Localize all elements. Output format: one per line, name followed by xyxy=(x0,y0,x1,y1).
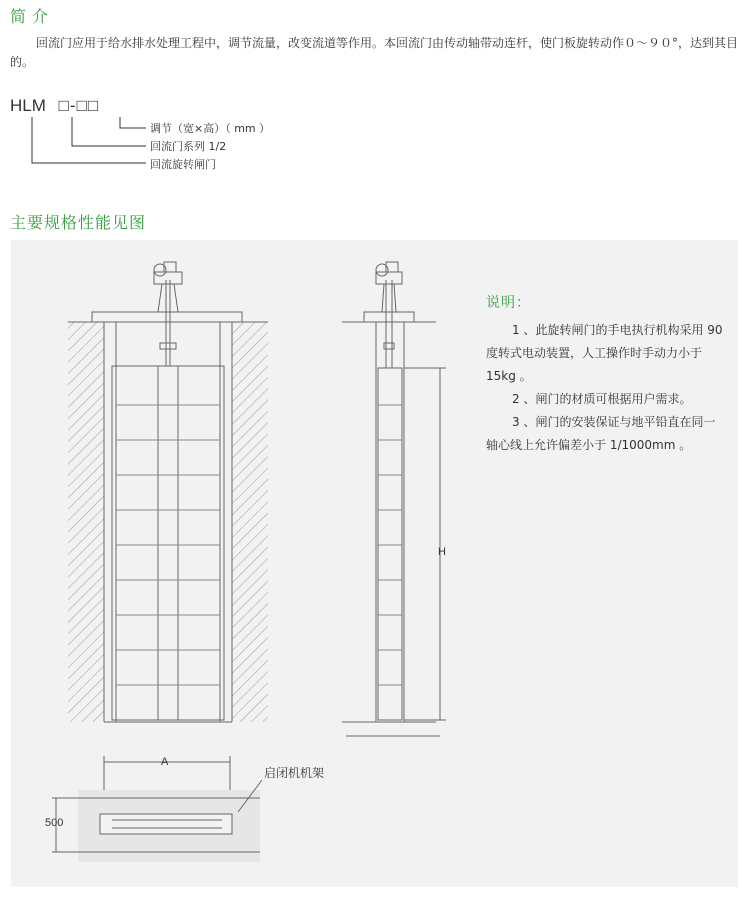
legend-type: 回流旋转闸门 xyxy=(150,158,216,171)
plan-view xyxy=(52,756,262,862)
note-3: 3 、闸门的安装保证与地平铅直在同一轴心线上允许偏差小于 1/1000mm 。 xyxy=(486,415,716,452)
notes-block xyxy=(486,292,726,457)
side-elevation xyxy=(342,262,446,736)
dimension-h: H xyxy=(438,546,446,558)
model-prefix: HLM xyxy=(10,96,46,115)
spec-title: 主要规格性能见图 xyxy=(10,213,147,232)
note-1: 1 、此旋转闸门的手电执行机构采用 90 度转式电动装置，人工操作时手动力小于 15kg 。 xyxy=(486,323,723,383)
note-2: 2 、闸门的材质可根据用户需求。 xyxy=(512,392,692,406)
intro-text: 回流门应用于给水排水处理工程中，调节流量，改变流道等作用。本回流门由传动轴带动连杆，使门板旋转动作０～９０°，达到其目的。 xyxy=(10,36,739,69)
intro-title: 简介 xyxy=(10,7,55,26)
legend-series: 回流门系列 1/2 xyxy=(150,140,227,153)
front-elevation xyxy=(68,262,268,722)
notes-title: 说明： xyxy=(486,295,531,311)
dimension-500: 500 xyxy=(45,817,64,829)
dimension-a: A xyxy=(161,756,169,768)
frame-label: 启闭机机架 xyxy=(264,766,325,780)
model-pattern: □-□□ xyxy=(58,96,100,115)
legend-size: 调节（宽×高）（ mm ） xyxy=(150,122,271,135)
